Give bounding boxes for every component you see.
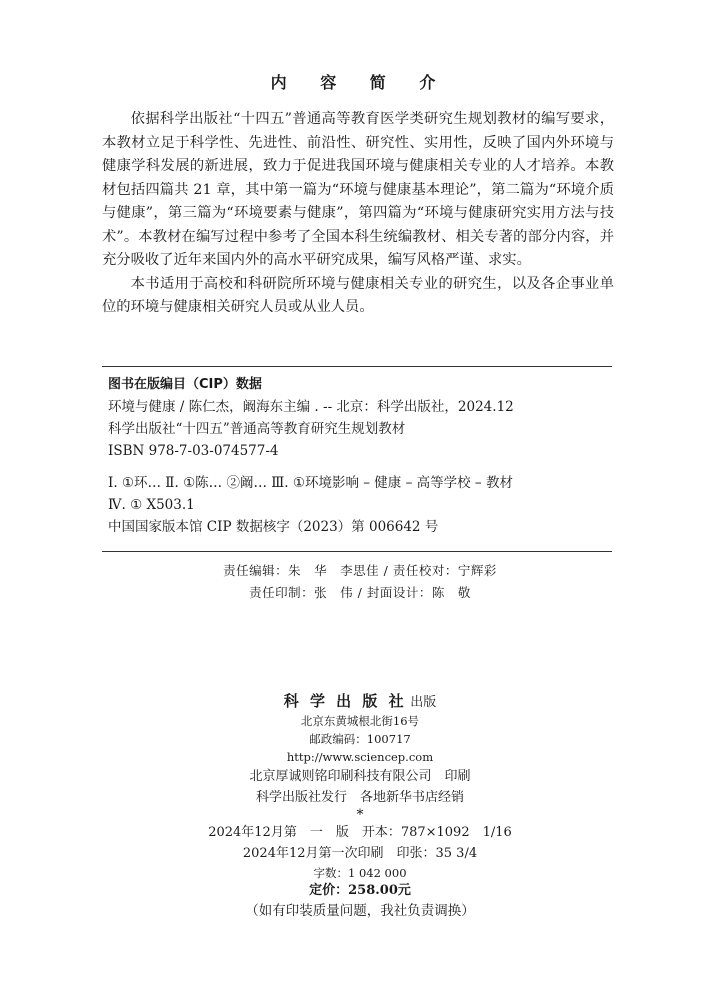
cip-bottom-rule	[102, 551, 612, 552]
word-count: 字数：1 042 000	[313, 866, 407, 880]
staff-credits	[0, 560, 720, 604]
summary-body	[102, 108, 614, 320]
cip-isbn: ISBN 978-7-03-074577-4	[108, 443, 279, 459]
edition-line: 2024年12月第 一 版 开本：787×1092 1/16	[208, 825, 512, 840]
printing-line: 2024年12月第一次印刷 印张：35 3/4	[242, 846, 478, 861]
summary-paragraph-2: 本书适用于高校和科研院所环境与健康相关专业的研究生，以及各企事业单位的环境与健康相关研究人员或从业人员。	[102, 275, 614, 315]
staff-editors: 责任编辑：朱 华 李思佳 / 责任校对：宁辉彩	[223, 563, 497, 578]
staff-production: 责任印制：张 伟 / 封面设计：陈 敬	[249, 585, 471, 600]
quality-notice: （如有印装质量问题，我社负责调换）	[245, 903, 475, 919]
summary-paragraph-1: 依据科学出版社“十四五”普通高等教育医学类研究生规划教材的编写要求，本教材立足于科学性、先进性、前沿性、研究性、实用性，反映了国内外环境与健康学科发展的新进展，致力于促进我国环境与健康相关专业的人才培养。本教材包括四篇共 21 章，其中第一篇为“环境与健康基本理论”，第二篇为“环境介质与健康”，第三篇为“环境要素与健康”，第四篇为“环境与健康研究实用方法与技术”。本教材在编写过程中参考了全国本科生统编教材、相关专著的部分内容，并充分吸收了近年来国内外的高水平研究成果，编写风格严谨、求实。	[102, 111, 614, 268]
publisher-postcode: 邮政编码：100717	[309, 732, 411, 746]
publisher-address: 北京东黄城根北街16号	[300, 714, 420, 728]
cip-classification: Ⅰ. ①环… Ⅱ. ①陈… ②阚… Ⅲ. ①环境影响 – 健康 – 高等学校 – 教材	[108, 475, 513, 491]
price: 定价：258.00元	[309, 883, 411, 898]
publisher-brand-suffix: 出版	[410, 695, 437, 710]
cip-heading: 图书在版编目（CIP）数据	[108, 377, 262, 392]
cip-block	[108, 374, 614, 538]
cip-record-number: 中国国家版本馆 CIP 数据核字（2023）第 006642 号	[108, 519, 439, 535]
publisher-website: http://www.sciencep.com	[286, 750, 434, 764]
publisher-logo: 科 学 出 版 社	[283, 692, 407, 710]
cip-title-line: 环境与健康 / 陈仁杰，阚海东主编 . -- 北京：科学出版社，2024.12	[108, 399, 514, 415]
summary-title: 内 容 简 介	[270, 73, 450, 92]
cip-top-rule	[102, 366, 612, 367]
publisher-block	[0, 692, 720, 922]
cip-classification-code: Ⅳ. ① X503.1	[108, 497, 195, 513]
printer-line: 北京厚诚则铭印刷科技有限公司 印刷	[249, 769, 471, 784]
cip-series-line: 科学出版社“十四五”普通高等教育研究生规划教材	[108, 421, 406, 437]
distributor-line: 科学出版社发行 各地新华书店经销	[255, 790, 464, 805]
separator-star: *	[356, 807, 364, 823]
